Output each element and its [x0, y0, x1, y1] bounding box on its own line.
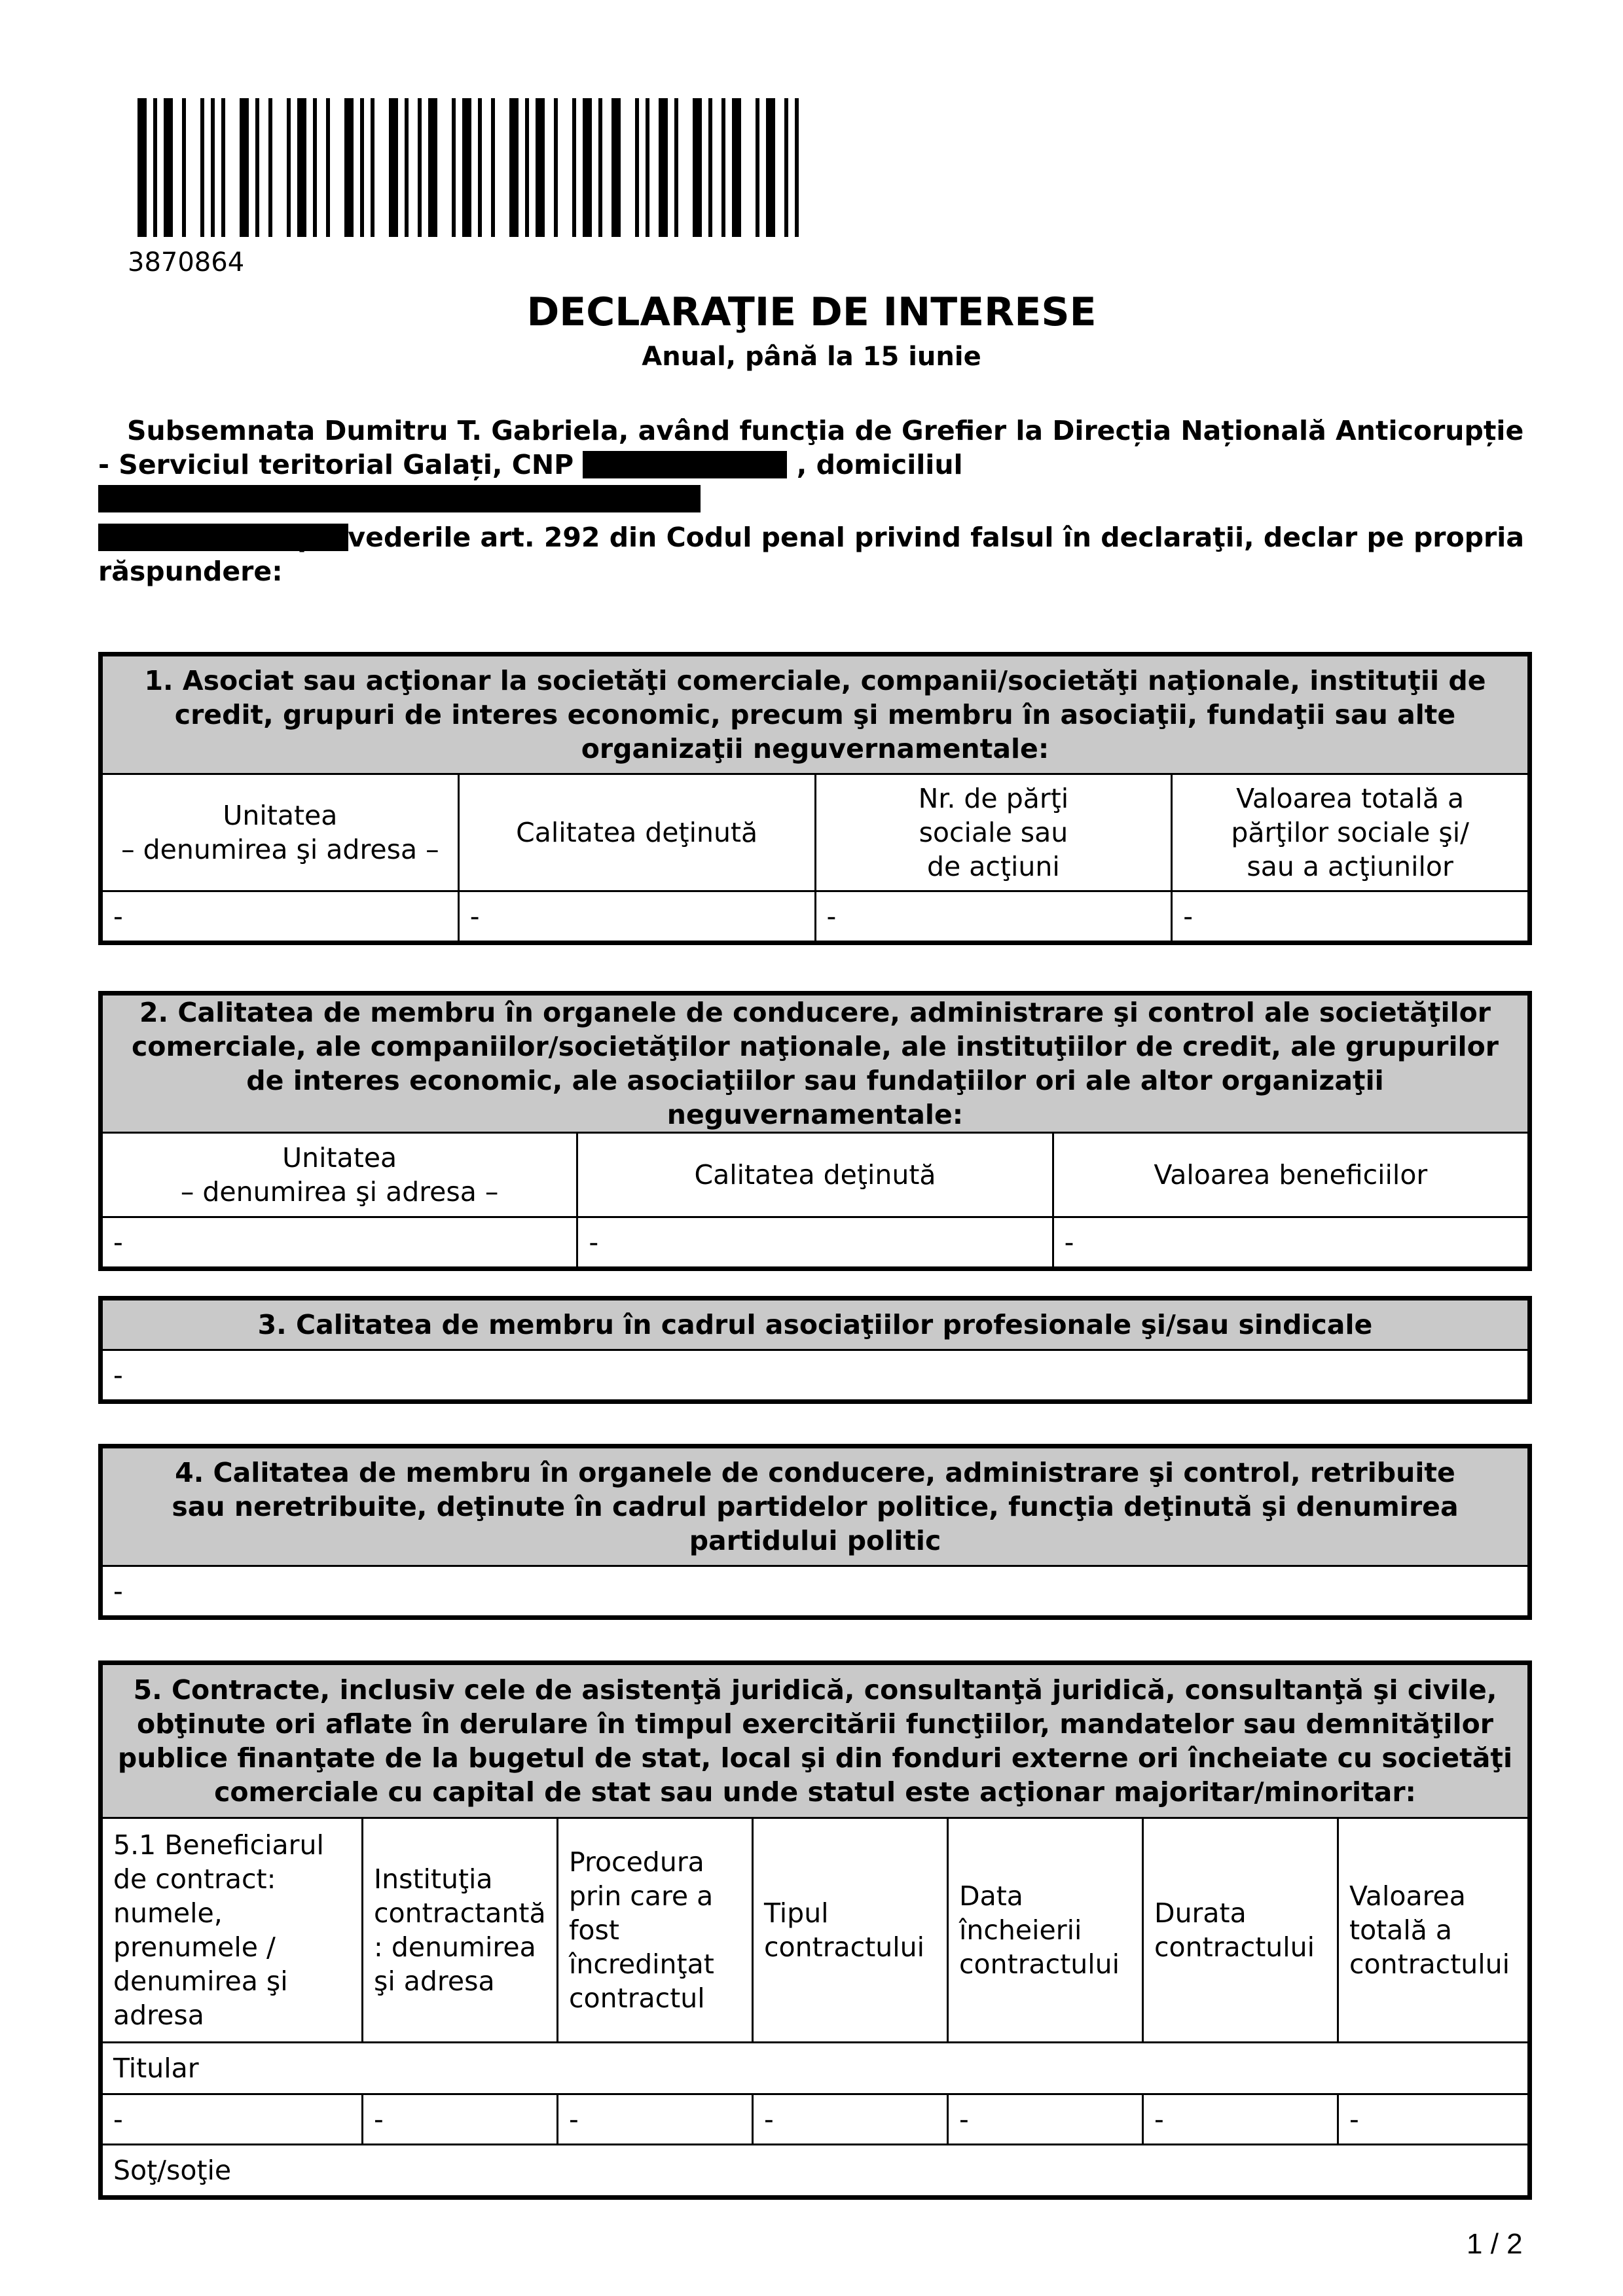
s2-col-valoarea: Valoarea beneficiilor	[1053, 1133, 1528, 1217]
barcode-bar	[732, 98, 741, 237]
barcode-bar	[795, 98, 799, 237]
s2-cell: -	[1053, 1217, 1528, 1268]
s5-col-institutia: Instituţia contractantă : denumirea şi adresa	[363, 1818, 558, 2043]
barcode-bar	[137, 98, 147, 237]
s1-cell: -	[1172, 891, 1529, 942]
barcode-gap	[317, 98, 326, 237]
s5-col-data: Data încheierii contractului	[948, 1818, 1143, 2043]
section-2	[98, 991, 1532, 1271]
barcode-gap	[725, 98, 732, 237]
barcode-gap	[306, 98, 313, 237]
s1-col-calitatea: Calitatea deţinută	[458, 774, 815, 891]
s5-col-valoarea: Valoarea totală a contractului	[1338, 1818, 1529, 2043]
section-4	[98, 1444, 1532, 1620]
barcode-gap	[157, 98, 164, 237]
barcode-gap	[649, 98, 659, 237]
barcode-bar	[611, 98, 621, 237]
barcode-gap	[249, 98, 255, 237]
barcode-gap	[186, 98, 200, 237]
barcode-bar	[428, 98, 437, 237]
barcode-gap	[495, 98, 509, 237]
barcode-gap	[482, 98, 491, 237]
s5-cell: -	[363, 2094, 558, 2145]
barcode-gap	[374, 98, 389, 237]
barcode-gap	[437, 98, 452, 237]
s3-cell: -	[102, 1350, 1529, 1401]
barcode-gap	[712, 98, 721, 237]
barcode-gap	[576, 98, 583, 237]
barcode-gap	[259, 98, 268, 237]
section-2-heading: 2. Calitatea de membru în organele de conducere, administrare şi control ale societăţilor comerciale, ale companiilor/societăţilor naţionale, ale instituţiilor de credit, ale grupurilor de interes economic, ale asociaţiilor sau fundaţiilor ori ale altor organizaţii neguvernamentale:	[102, 995, 1529, 1133]
barcode-gap	[173, 98, 182, 237]
section-3	[98, 1296, 1532, 1404]
s5-col-procedura: Procedura prin care a fost încredinţat contractul	[558, 1818, 753, 2043]
barcode-gap	[702, 98, 708, 237]
barcode-gap	[354, 98, 360, 237]
barcode-gap	[759, 98, 766, 237]
barcode-bar	[389, 98, 398, 237]
document-title: DECLARAŢIE DE INTERESE	[526, 289, 1097, 335]
s1-col-nr-parti: Nr. de părţi sociale sau de acţiuni	[815, 774, 1172, 891]
s4-cell: -	[102, 1566, 1529, 1617]
barcode-gap	[291, 98, 297, 237]
s5-cell: -	[1143, 2094, 1338, 2145]
redacted-address	[98, 485, 701, 512]
barcode-gap	[639, 98, 646, 237]
section-1	[98, 652, 1532, 945]
section-5-heading: 5. Contracte, inclusiv cele de asistenţă juridică, consultanţă juridică, consultanţă şi civile, obţinute ori aflate în derulare în timpul exercitării funcţiilor, mandatelor sau demnităţilor publice finanţate de la bugetul de stat, local şi din fonduri externe ori încheiate cu societăţi comerciale cu capital de stat sau unde statul este acţionar majoritar/minoritar:	[102, 1664, 1529, 1818]
barcode-bar	[536, 98, 545, 237]
barcode-bar	[766, 98, 775, 237]
s2-cell: -	[577, 1217, 1053, 1268]
s5-cell: -	[558, 2094, 753, 2145]
barcode-gap	[330, 98, 344, 237]
barcode	[137, 98, 884, 237]
intro-declaration	[98, 520, 1525, 588]
barcode-bar	[583, 98, 592, 237]
document-subtitle: Anual, până la 15 iunie	[642, 342, 981, 372]
barcode-gap	[775, 98, 784, 237]
s2-col-calitatea: Calitatea deţinută	[577, 1133, 1053, 1217]
barcode-bar	[344, 98, 354, 237]
s5-col-beneficiar: 5.1 Beneficiarul de contract: numele, prenumele / denumirea şi adresa	[102, 1818, 363, 2043]
barcode-gap	[529, 98, 536, 237]
s5-label-sot: Soţ/soţie	[102, 2145, 1529, 2197]
page-number: 1 / 2	[1467, 2228, 1523, 2260]
section-3-heading: 3. Calitatea de membru în cadrul asociaţiilor profesionale şi/sau sindicale	[102, 1300, 1529, 1350]
s5-col-tipul: Tipul contractului	[753, 1818, 948, 2043]
s5-cell: -	[102, 2094, 363, 2145]
barcode-gap	[678, 98, 693, 237]
barcode-gap	[471, 98, 478, 237]
s1-col-valoarea: Valoarea totală a părţilor sociale şi/ sau a acţiunilor	[1172, 774, 1529, 891]
s2-cell: -	[102, 1217, 577, 1268]
s5-label-titular: Titular	[102, 2043, 1529, 2094]
intro-text-a: Subsemnata Dumitru T. Gabriela, având funcţia de Grefier la Direcția Națională Anticorupție - Serviciul teritorial Galați, CNP	[98, 415, 1524, 480]
barcode-gap	[147, 98, 153, 237]
barcode-gap	[215, 98, 221, 237]
barcode-gap	[602, 98, 611, 237]
barcode-gap	[519, 98, 525, 237]
barcode-bar	[693, 98, 702, 237]
barcode-gap	[398, 98, 405, 237]
section-1-heading: 1. Asociat sau acţionar la societăţi comerciale, companii/societăţi naţionale, instituţii de credit, grupuri de interes economic, precum şi membru în asociaţii, fundaţii sau alte organizaţii neguvernamentale:	[102, 656, 1529, 774]
barcode-gap	[364, 98, 371, 237]
section-5	[98, 1660, 1532, 2200]
barcode-gap	[788, 98, 795, 237]
barcode-bar	[297, 98, 306, 237]
barcode-gap	[668, 98, 674, 237]
s1-cell: -	[458, 891, 815, 942]
barcode-gap	[456, 98, 462, 237]
intro-text-b: , domiciliul	[787, 449, 963, 480]
section-4-heading: 4. Calitatea de membru în organele de conducere, administrare şi control, retribuite sau neretribuite, deţinute în cadrul partidelor politice, funcţia deţinută şi denumirea partidului politic	[102, 1448, 1529, 1566]
intro-declaration-text: cunoscând prevederile art. 292 din Codul penal privind falsul în declaraţii, declar pe propria răspundere:	[98, 522, 1524, 587]
s5-cell: -	[753, 2094, 948, 2145]
barcode-gap	[545, 98, 554, 237]
barcode-bar	[462, 98, 471, 237]
barcode-gap	[225, 98, 240, 237]
s1-cell: -	[102, 891, 459, 942]
barcode-gap	[558, 98, 572, 237]
barcode-gap	[409, 98, 418, 237]
barcode-number: 3870864	[128, 247, 245, 278]
s5-cell: -	[948, 2094, 1143, 2145]
barcode-gap	[204, 98, 211, 237]
barcode-gap	[621, 98, 635, 237]
barcode-bar	[240, 98, 249, 237]
s5-col-durata: Durata contractului	[1143, 1818, 1338, 2043]
barcode-gap	[422, 98, 428, 237]
barcode-gap	[741, 98, 756, 237]
barcode-bar	[659, 98, 668, 237]
barcode-gap	[272, 98, 287, 237]
redacted-cnp	[583, 451, 787, 478]
s2-col-unitatea: Unitatea – denumirea şi adresa –	[102, 1133, 577, 1217]
barcode-gap	[592, 98, 598, 237]
s5-cell: -	[1338, 2094, 1529, 2145]
s1-col-unitatea: Unitatea – denumirea şi adresa –	[102, 774, 459, 891]
s1-cell: -	[815, 891, 1172, 942]
barcode-bar	[509, 98, 519, 237]
barcode-bar	[164, 98, 173, 237]
